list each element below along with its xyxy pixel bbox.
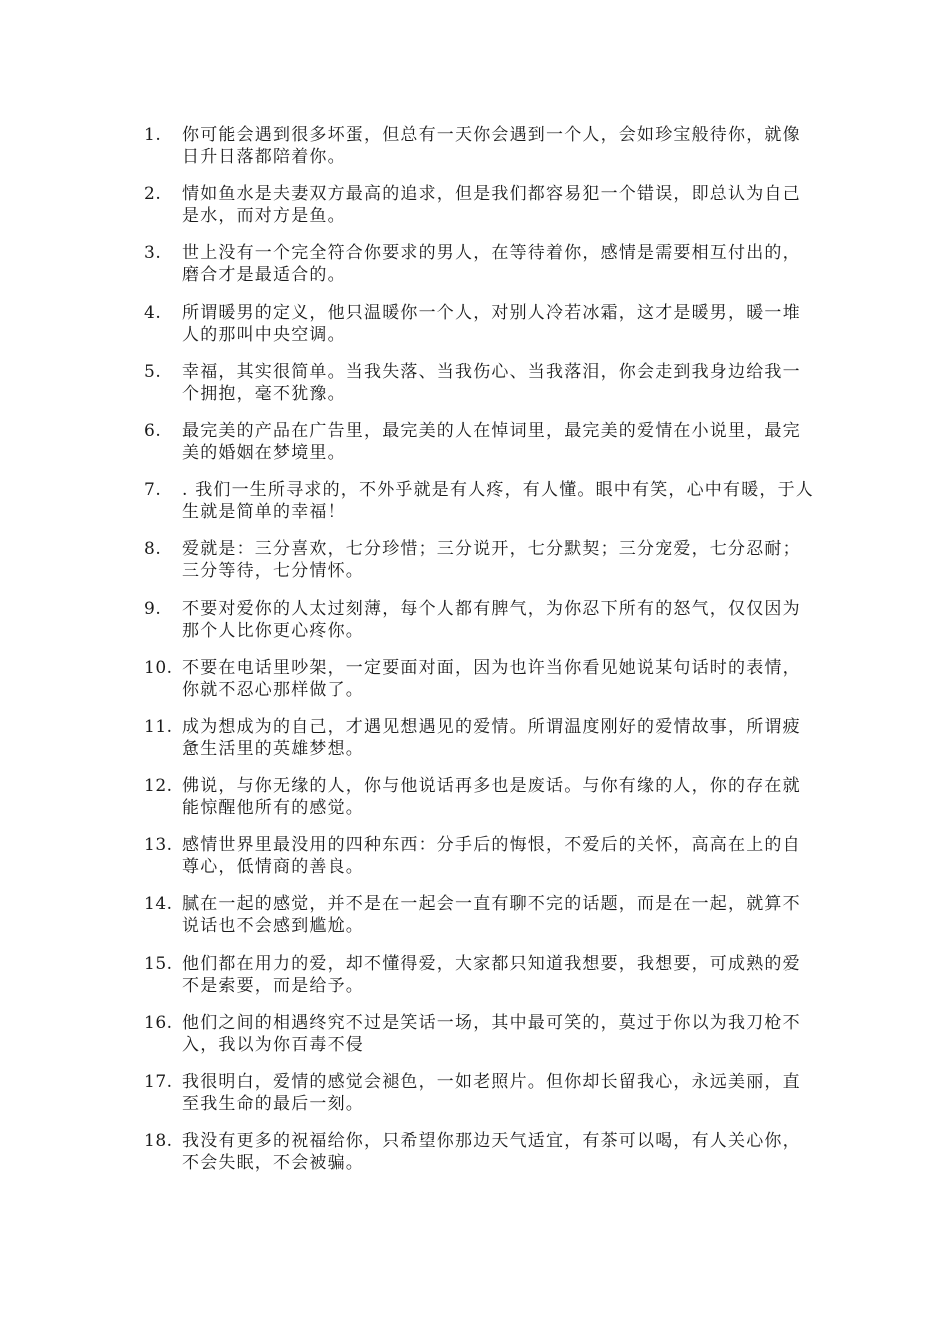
item-number: 10.: [144, 657, 173, 678]
list-item: [138, 361, 818, 420]
item-text: 不要对爱你的人太过刻薄，每个人都有脾气，为你忍下所有的怒气，仅仅因为那个人比你更心疼你。: [182, 598, 801, 641]
item-text: 情如鱼水是夫妻双方最高的追求，但是我们都容易犯一个错误，即总认为自己是水，而对方是鱼。: [182, 184, 801, 227]
item-number: 12.: [144, 776, 173, 797]
item-number: 7.: [144, 480, 162, 501]
item-number: 6.: [144, 420, 162, 441]
list-item: [138, 657, 818, 716]
list-item: [138, 834, 818, 893]
list-item: [138, 893, 818, 952]
list-item: [138, 1012, 818, 1071]
item-text: 我很明白，爱情的感觉会褪色，一如老照片。但你却长留我心，永远美丽，直至我生命的最后一刻。: [182, 1072, 801, 1114]
list-item: [138, 242, 818, 301]
item-number: 8.: [144, 539, 162, 560]
list-item: [138, 1130, 818, 1189]
list-item: [138, 124, 818, 183]
item-text: 他们都在用力的爱，却不懂得爱，大家都只知道我想要，我想要，可成熟的爱不是索要，而是给予。: [182, 953, 801, 996]
item-number: 11.: [144, 716, 173, 737]
list-item: [138, 716, 818, 775]
list-item: [138, 953, 818, 1012]
item-number: 9.: [144, 598, 162, 619]
item-number: 3.: [144, 243, 162, 264]
item-number: 18.: [144, 1131, 173, 1152]
item-text: 世上没有一个完全符合你要求的男人，在等待着你，感情是需要相互付出的，磨合才是最适合的。: [182, 243, 801, 286]
list-item: [138, 183, 818, 242]
item-text: 腻在一起的感觉，并不是在一起会一直有聊不完的话题，而是在一起，就算不说话也不会感到尴尬。: [182, 894, 801, 937]
item-text: 最完美的产品在广告里，最完美的人在悼词里，最完美的爱情在小说里，最完美的婚姻在梦境里。: [182, 420, 801, 463]
quote-list: [138, 124, 818, 1189]
item-text: 不要在电话里吵架，一定要面对面，因为也许当你看见她说某句话时的表情，你就不忍心那样做了。: [182, 657, 801, 700]
list-item: [138, 302, 818, 361]
item-number: 5.: [144, 361, 162, 382]
list-item: [138, 479, 818, 538]
item-number: 1.: [144, 125, 162, 145]
item-text: 你可能会遇到很多坏蛋，但总有一天你会遇到一个人，会如珍宝般待你，就像日升日落都陪着你。: [182, 125, 801, 167]
item-text: 他们之间的相遇终究不过是笑话一场，其中最可笑的，莫过于你以为我刀枪不入，我以为你百毒不侵: [182, 1012, 801, 1055]
item-text: 佛说，与你无缘的人，你与他说话再多也是废话。与你有缘的人，你的存在就能惊醒他所有的感觉。: [182, 776, 801, 819]
item-number: 17.: [144, 1072, 173, 1092]
item-number: 13.: [144, 835, 173, 856]
item-number: 4.: [144, 302, 162, 323]
item-text: 成为想成为的自己，才遇见想遇见的爱情。所谓温度刚好的爱情故事，所谓疲惫生活里的英雄梦想。: [182, 716, 801, 759]
list-item: [138, 420, 818, 479]
item-number: 14.: [144, 894, 173, 915]
item-text: 爱就是：三分喜欢，七分珍惜；三分说开，七分默契；三分宠爱，七分忍耐；三分等待，七分情怀。: [182, 539, 801, 582]
item-number: 2.: [144, 184, 162, 205]
item-number: 16.: [144, 1012, 173, 1033]
item-text: 所谓暖男的定义，他只温暖你一个人，对别人冷若冰霜，这才是暖男，暖一堆人的那叫中央空调。: [182, 302, 801, 345]
item-text: 我没有更多的祝福给你，只希望你那边天气适宜，有茶可以喝，有人关心你，不会失眠，不会被骗。: [182, 1131, 801, 1174]
list-item: [138, 1071, 818, 1130]
item-text: . 我们一生所寻求的，不外乎就是有人疼，有人懂。眼中有笑，心中有暖，于人生就是简单的幸福！: [182, 480, 815, 523]
list-item: [138, 775, 818, 834]
list-item: [138, 538, 818, 597]
item-number: 15.: [144, 953, 173, 974]
list-item: [138, 598, 818, 657]
item-text: 感情世界里最没用的四种东西：分手后的悔恨，不爱后的关怀，高高在上的自尊心，低情商的善良。: [182, 835, 801, 878]
item-text: 幸福，其实很简单。当我失落、当我伤心、当我落泪，你会走到我身边给我一个拥抱，毫不犹豫。: [182, 361, 801, 404]
